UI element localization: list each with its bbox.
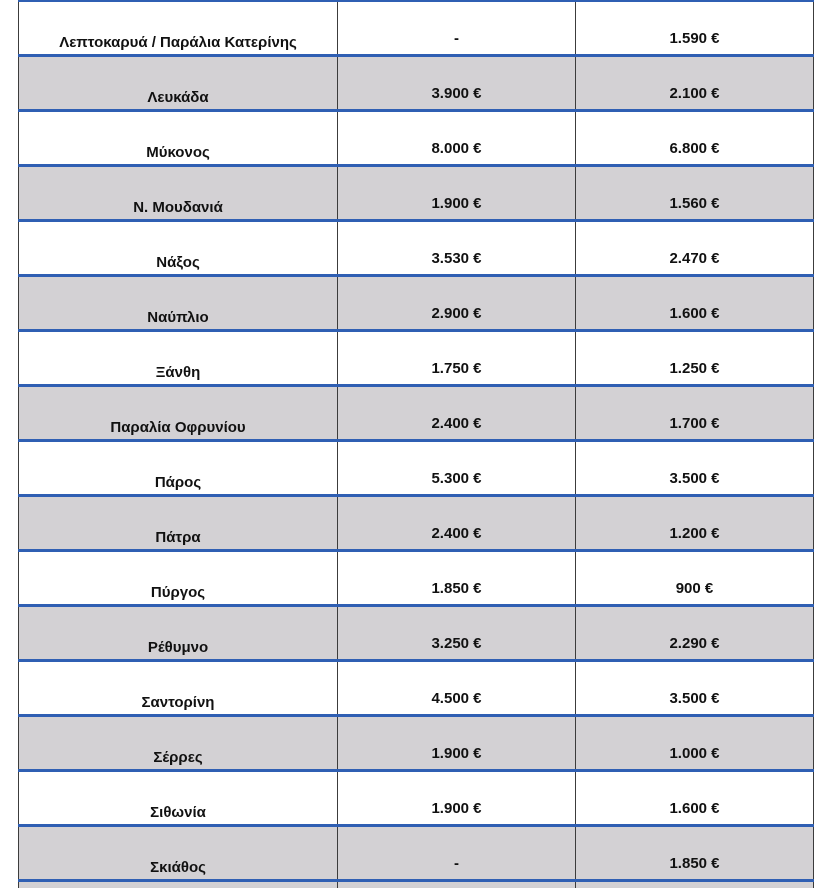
table-row [19, 221, 814, 276]
price-a-cell: - [338, 1, 576, 56]
empty-cell [19, 881, 338, 888]
empty-cell [576, 881, 814, 888]
price-b-cell: 1.600 € [576, 771, 814, 826]
destination-cell: Πάτρα [19, 496, 338, 551]
destination-cell: Πάρος [19, 441, 338, 496]
price-table-body [19, 1, 814, 888]
price-a-cell: 2.400 € [338, 496, 576, 551]
table-row [19, 386, 814, 441]
price-b-cell: 900 € [576, 551, 814, 606]
destination-cell: Λευκάδα [19, 56, 338, 111]
destination-cell: Σαντορίνη [19, 661, 338, 716]
price-a-cell: 3.900 € [338, 56, 576, 111]
price-b-cell: 1.590 € [576, 1, 814, 56]
price-b-cell: 2.470 € [576, 221, 814, 276]
table-row-partial [19, 881, 814, 888]
table-row [19, 56, 814, 111]
price-b-cell: 1.850 € [576, 826, 814, 881]
price-b-cell: 1.600 € [576, 276, 814, 331]
table-row [19, 661, 814, 716]
destination-cell: Πύργος [19, 551, 338, 606]
price-a-cell: 4.500 € [338, 661, 576, 716]
price-a-cell: - [338, 826, 576, 881]
table-row [19, 771, 814, 826]
price-b-cell: 1.200 € [576, 496, 814, 551]
table-row [19, 331, 814, 386]
price-a-cell: 1.750 € [338, 331, 576, 386]
destination-cell: Ρέθυμνο [19, 606, 338, 661]
price-b-cell: 1.000 € [576, 716, 814, 771]
destination-cell: Σέρρες [19, 716, 338, 771]
price-b-cell: 3.500 € [576, 661, 814, 716]
destination-cell: Μύκονος [19, 111, 338, 166]
table-row [19, 496, 814, 551]
price-table [18, 0, 814, 888]
table-row [19, 441, 814, 496]
price-a-cell: 1.900 € [338, 716, 576, 771]
table-row [19, 716, 814, 771]
table-row [19, 111, 814, 166]
table-row [19, 826, 814, 881]
price-b-cell: 1.700 € [576, 386, 814, 441]
price-a-cell: 3.250 € [338, 606, 576, 661]
table-row [19, 551, 814, 606]
price-b-cell: 1.250 € [576, 331, 814, 386]
price-a-cell: 1.900 € [338, 771, 576, 826]
destination-cell: Σκιάθος [19, 826, 338, 881]
destination-cell: Σιθωνία [19, 771, 338, 826]
price-b-cell: 2.290 € [576, 606, 814, 661]
price-a-cell: 2.900 € [338, 276, 576, 331]
empty-cell [338, 881, 576, 888]
destination-cell: Παραλία Οφρυνίου [19, 386, 338, 441]
price-b-cell: 6.800 € [576, 111, 814, 166]
price-a-cell: 5.300 € [338, 441, 576, 496]
price-a-cell: 3.530 € [338, 221, 576, 276]
price-a-cell: 1.850 € [338, 551, 576, 606]
price-a-cell: 1.900 € [338, 166, 576, 221]
table-row [19, 276, 814, 331]
destination-cell: Ξάνθη [19, 331, 338, 386]
price-a-cell: 8.000 € [338, 111, 576, 166]
destination-cell: Ν. Μουδανιά [19, 166, 338, 221]
table-row [19, 1, 814, 56]
price-b-cell: 1.560 € [576, 166, 814, 221]
price-a-cell: 2.400 € [338, 386, 576, 441]
destination-cell: Ναύπλιο [19, 276, 338, 331]
destination-cell: Νάξος [19, 221, 338, 276]
price-b-cell: 3.500 € [576, 441, 814, 496]
table-row [19, 166, 814, 221]
price-b-cell: 2.100 € [576, 56, 814, 111]
destination-cell: Λεπτοκαρυά / Παράλια Κατερίνης [19, 1, 338, 56]
table-row [19, 606, 814, 661]
